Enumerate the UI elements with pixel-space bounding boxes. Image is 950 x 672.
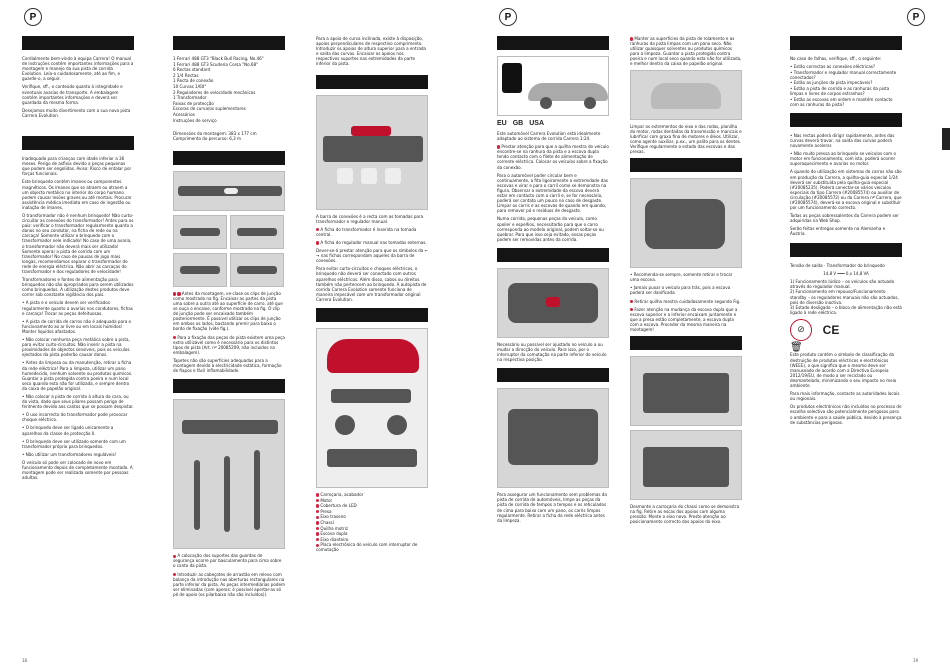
- safety-text: O transformador não é nenhum brinquedo! Não curto-circuitar as conexões do transformador! Antes para os pais: verificar o transformador regularmente quanto a danos no seu condutor, na ficha de rede ou na carcaça! Somente utilizar o brinquedo com o transformador nele indicado! No caso de uma avaria, o transformador não deverá mais ser utilizado! Somente operar a pista de corrida com um transformador! No caso de pausas de jogo mais longas, recomendamos separar o transformador de rede de energia eléctrica. Não abrir as carcaças do transformador e dos reguladores de velocidade!: [22, 212, 134, 274]
- assembly-text: [173, 291, 285, 332]
- supports-text: A colocação dos suportes das guardas de segurança ocorre por basculamento para cima sobre o canto da pista.: [173, 553, 282, 569]
- weee-bin-icon: 🗑: [790, 342, 803, 354]
- vehicle-header-bar: [316, 308, 428, 322]
- safety-text: Inadequado para crianças com idade inferior a 36 meses. Perigo de asfixia devido a peças pequenas que podem ser engolidas. Aviso: Risco de entalar por forças funcionais.: [22, 156, 132, 177]
- axle-figure: [630, 356, 742, 426]
- assembly-text-2: [173, 335, 285, 355]
- dimensions-text: Dimensões da montagem: 383 x 177 cm Comprimento do percurso: 6,3 m: [173, 130, 257, 141]
- tips-text: A quando do utilização em sistemas de carros não são em produção da Carrera, a quilha-guia especial 1/24 deverá ser substituída pela quilha-guia especial (#20085235). Poderá conectar-se vários veículos especiais da tipo Carrera (#20085574) ou auxiliar de circulação (#20085572) ou do Carrera nª Carrera, que (#20085574), deverá-se a escova original e substituir por um funcionamento correcto.: [790, 169, 902, 211]
- supports-text-2: Introduzir as cabeçotes de arrastão em relevo com balanço da introdução nas aberturas rectangulares na parte inferior da pista. As peças intermediárias podem ser eliminadas (com aperos: é possível apertar-as só pé de apoio (os pilarbaixa não são incluídos)).: [173, 571, 285, 597]
- list-item: • Estão a pista de corrida e as ranhuras da pista limpas e livres de corpos estranhos?: [790, 85, 890, 97]
- safety-text: • A pista e o veículo devem ser verificados regularmente quanto a avarias nos condutores, fichas e carcaça! Trocar as peças defeituosas.: [22, 300, 133, 316]
- tips-header-bar: [790, 113, 902, 127]
- list-item: • Transformador e regulador manual correctamente conectados?: [790, 69, 897, 80]
- list-item: • Estão correctas as conexões eléctricas?: [790, 64, 876, 70]
- region-label: GB: [512, 120, 524, 127]
- track-assembly-figure: [173, 171, 285, 211]
- page-number-left: 18: [22, 658, 28, 663]
- column-4: [497, 36, 609, 526]
- switch-figure: [497, 268, 609, 338]
- brush-text: • Jamais puxar o veículo para trás, pois a escova poderá ser danificada.: [630, 285, 731, 296]
- legend-item: Quilha motriz: [316, 526, 428, 531]
- list-item: 2 1/4 Rectas: [173, 72, 199, 78]
- troubleshooting-text: No caso de falhas, verifique, sff., o seguinte:: [790, 56, 882, 61]
- assembly-paragraph: Para a fixação das peças de pista existem uma peça extra utilizável como é necessário para os distintos tipos de pista (Art. nº 20085209, não incluídos na embalagem).: [173, 334, 285, 355]
- car-text: Prestar atenção para que a quilha mestra do veículo encontre-se na ranhura da pista e a escova dupla tendo contacto com o filete de alimentação de corrente eléctrica. Colocar os veículos sobre a fixação da conexão.: [497, 144, 609, 170]
- list-item: Acessórios: [173, 111, 195, 117]
- list-item: 1) Funcionamento lúdico – os veículos são actuado através do regulador manual.: [790, 278, 895, 289]
- list-item: 2 Reguladores de velocidade mecânicos: [173, 89, 256, 95]
- car-text: Para o automóvel poder circular bem e continuamente, a fita ligeiramente a extremidade das escovas e virar e para o carril como se demonstra na figura. Observar a extremidade da escova deverá estar em contacto com o carril e, se for necessário, poderá ser contato um pouco no caso de desgaste. Limpar os carris e as escovas de quando em quando, para remover pó e resíduos de desgaste.: [497, 172, 608, 214]
- legend-item: Chassi: [316, 520, 428, 525]
- tips-text: • Nas rectas poderá dirigir rapidamente, antes das curvas deverá travar, na saída das curvas poderá novamente acelerar.: [790, 132, 895, 149]
- switch-header-bar: [497, 248, 609, 262]
- connection-text: A barra de conexões é a recta com as tomadas para transformador e regulador manual.: [316, 213, 424, 224]
- list-item: 1 Ferrari 488 GT3 Scuderia Corsa "No.68": [173, 61, 258, 67]
- column-6: [790, 36, 902, 428]
- intro-text-3: Desejamos muito divertimento com a sua nova pista Carrera Evolution.: [22, 107, 131, 118]
- safety-text: • Não colocar nenhuma peça metálica sobre a pista, para evitar curto-circuitos. Não inserir a pista na proximidades de objectos sensíveis, pois os veículos ejectados da pista poderão causar danos.: [22, 337, 130, 358]
- list-item: 3) Estado desligado – o bloco de alimentação não está ligado à rede eléctrica.: [790, 305, 902, 316]
- page-number-right: 19: [913, 658, 919, 663]
- safety-text: • Antes da limpeza ou da manutenção, retirar a ficha da rede eléctrica! Para a limpeza, utilizar um pano humedecido, nenhum solvente ou produtos químicos. Guardar a pista protegida contra poeira e num local seco quando esta não for utilizada, e sempre dentro da caixa de papelão original.: [22, 360, 133, 391]
- assembly-text-3: Tapetes não são superfícies adequadas para a montagem devido à electricidade estática, formação de fiapos e fácil inflamabilidade.: [173, 357, 282, 374]
- clip-figure-c: [173, 253, 227, 287]
- safety-text: • O brinquedo deve ser ligado unicamente a aparelhos da classe de protecção II.: [22, 425, 114, 436]
- legend-item: Eixo dianteiro: [316, 537, 428, 542]
- exploded-car-figure: [316, 328, 428, 488]
- troubleshooting-header-bar: [790, 36, 902, 50]
- brush-text: Retirar quilha mestra cuidadosamente segundo Fig.: [630, 299, 742, 304]
- list-item: Faixas de protecção: [173, 100, 214, 106]
- region-label: EU: [497, 120, 507, 127]
- axle-header-bar: [630, 336, 742, 350]
- list-item: 1 Recta de conexão: [173, 78, 214, 84]
- contents-header-bar: [173, 36, 285, 50]
- check-list: [790, 64, 902, 107]
- column-3: [316, 36, 428, 553]
- clip-figure-a: [173, 215, 227, 249]
- car-header-bar: [497, 36, 609, 50]
- switch-text: Necessário ou possível ser ajustado no veículo a ou mudar a direcção do veículo. Para isso, por o interruptor da comutação na parte inferior do veículo na respectiva posição.: [497, 341, 607, 363]
- right-page: [475, 0, 950, 672]
- clip-figure-b: [230, 215, 284, 249]
- safety-text: O veículo só pode ser colocado de novo em funcionamento depois de completamente montado. A montagem pode ser realizada somente por pessoas adultas.: [22, 459, 133, 481]
- connection-header-bar: [316, 75, 428, 89]
- clip-figures-2: [173, 253, 285, 291]
- weee-text: Este produto contém o símbolo de classificação da destruição de produtos eléctricos e electrónicos (WEEE), o que significa que o mesmo deve ser manuseado de acordo com a Directiva Europeia 2012/19/EU, de modo a ser reciclado ou desmantelado, minimizando o seu impacto no meio ambiente.: [790, 352, 897, 389]
- section-tab: [942, 128, 950, 150]
- section-header-bar: [22, 36, 134, 50]
- track-supports-figure: [173, 399, 285, 549]
- list-item: 2) Funcionamento em repouso/Funcionamento standby – os reguladores manuais não são actuados, pois de diversão inactiva.: [790, 289, 899, 305]
- clip-figures: [173, 215, 285, 253]
- tips-text: Todas as peças sobressalentes da Carrera podem ser adquiridas na Web Shop.: [790, 213, 899, 224]
- power-header-bar: [790, 243, 902, 257]
- connection-track-figure: [316, 95, 428, 210]
- brush-text: Fazer atenção na mudança da escova dupla que a escova superior e a inferior encaixam juntamente e que a presa estão completamente, a escova dupla com a escova. Proceder da mesma maneira na montagem!: [630, 306, 738, 332]
- column-1: [22, 36, 134, 483]
- mode-list: [790, 279, 902, 316]
- voltage-value: 14,8 V ═══ 0,x 14,8 VA: [823, 270, 869, 276]
- parts-legend: [316, 492, 428, 553]
- weee-text: Os produtos electrónicos não incluídos no processo de escolha selectiva são potencialmente perigosos para o ambiente e para a saúde pública, devido à presença de substâncias perigosas.: [790, 404, 902, 425]
- region-label: USA: [529, 120, 545, 127]
- safety-text: Transformadores e fontes de alimentação para brinquedos não são apropriados para serem utilizados como brinquedos. A utilização destes produtos deve correr sob constante vigilância dos pais.: [22, 277, 134, 298]
- axle-text: Desmonte a carroçaria do chassi como se demonstra na fig. Retire as escas dos apoios com alguma pressão. Monte o eixo novo. Preste atenção ao posicionamento correcto dos apoios do eixo.: [630, 504, 740, 525]
- legend-item: Cobertura de LED: [316, 503, 428, 508]
- car-photo-figure: [630, 70, 742, 120]
- language-marker-right: P: [907, 8, 925, 26]
- region-plugs: [497, 120, 609, 127]
- list-item: Instruções de serviço: [173, 117, 217, 123]
- car-side-figure: [497, 56, 609, 116]
- clip-figure-d: [230, 253, 284, 287]
- brush-header-bar: [630, 158, 742, 172]
- connection-text: A ficha do regulador manual nas tomadas externas.: [316, 240, 428, 245]
- safety-header-bar: [22, 136, 134, 150]
- ce-mark: CE: [822, 323, 840, 338]
- axle-figure-2: [630, 430, 742, 500]
- tips-text: Serão feitas entregas somente na Alemanha e Áustria.: [790, 226, 886, 237]
- column-2: [173, 36, 285, 600]
- brush-figure: [630, 178, 742, 268]
- cleaning-figure: [497, 388, 609, 488]
- brush-text: • Recomenda-se sempre, somente retirar e trocar uma escova.: [630, 272, 733, 283]
- cleaning-text: Manter as superfícies da pista de rolamento e as ranhuras da pista limpas com um pano seco. Não utilizar quaisquer solventes ou produtos químicos para a limpeza. Guardar a pista protegida contra poeira e num local seco quando esta não for utilizada, e melhor dentro da caixa de papelão original.: [630, 36, 742, 67]
- legend-item: Presa: [316, 509, 428, 514]
- column-5: [630, 36, 742, 527]
- no-children-icon: ⊘: [790, 319, 812, 341]
- intro-text: Cordialmente bem-vindo à equipa Carrera! O manual de instruções contém importantes informações para a montagem e manejo da sua pista de corrida Evolution. Leia-o cuidadosamente, até ao fim, e guarde-o, a seguir.: [22, 56, 134, 82]
- legend-item: Placa electrónica do veículo com interruptor de comutação: [316, 542, 418, 553]
- connection-text: Para evitar curto-circuitos e choques eléctricos, o brinquedo não deverá ser conectado com outros aparelhos eléctricos. Além disso, cabos ou direitos também não pertencem ao brinquedo. A autopista de corrida Carrera Evolution somente funciona de maneira impecável com um transformador original Carrera Evolution.: [316, 266, 427, 302]
- list-item: 10 Curvas 1/60°: [173, 83, 207, 89]
- list-item: Escoras de curva/os suplementares: [173, 106, 246, 112]
- assembly-paragraph: Antes da montagem, ve-clase os clips de junção como mostrado na fig. Encaixar as partes da pista uma sobre a outra até ao superfície de carro, até que se ouça o encaixe, conforme mostrado na fig. O clip de junção pode ser encaixado também posteriormente. É possível utilizar os clips de junção em ambos os lados, bastando premir para baixo o bordo de fixação (vide fig.).: [173, 290, 283, 332]
- cleaning-text-2: Limpar os estrementos do eixo e das rodas, planilha do motor, rodas dentadas da transmissão e mancais e lubrificar com graxa fina de motores e óleos. Utilizar, como agente auxiliar, p.ex., um palito para os dentes. Verifique regularmente o estado das escovas e das presas.: [630, 123, 742, 155]
- list-item: 1 Ferrari 488 GT3 "Black Bull Racing, No.46": [173, 56, 264, 61]
- safety-text: • Não utilizar um transformadores reguláveis!: [22, 451, 117, 457]
- maintenance-header-bar: [497, 368, 609, 382]
- car-text: Este automóvel Carrera Evolution está idealmente adaptado ao sistema de corrida Carrera 1:24.: [497, 131, 601, 142]
- safety-text: • O uso incorrecto do transformador pode provocar choque eléctrico.: [22, 412, 128, 423]
- connection-text: A ficha do transformador é inserida na tomada central.: [316, 226, 417, 237]
- list-item: 1 Transformador: [173, 95, 207, 101]
- contents-list: [173, 56, 285, 123]
- language-marker-center: P: [499, 8, 517, 26]
- car-text: Numa corrida, pequenas peças do veículo, como spoiler e espelhos, necessitarão para que o carro corresponda ao modelo original, podem soltar-se ou quebrar. Para que isso seja evitado, essas peças podem ser removidas antes da corrida.: [497, 216, 604, 242]
- list-item: • Estão as junções da pista impecáveis?: [790, 80, 873, 86]
- connection-text: Dever-se-á prestar atenção para que os símbolos da ← → nas fichas correspondam aqueles da barra de conexões.: [316, 248, 429, 264]
- legend-item: Carroçaria, acabador: [316, 492, 428, 497]
- legend-item: Motor: [316, 498, 428, 503]
- assembly-header-bar: [173, 151, 285, 165]
- legend-item: Escova dupla: [316, 531, 428, 536]
- maintenance-text: Para assegurar um funcionamento sem problemas da pista de corrida de automóveis, limpe as peças da pista de corrida de tempos a tempos e os reticulados de cima para baixo com um pano, os carris limpos regularmente. Retirar a ficha da rede eléctrica antes da limpeza.: [497, 492, 607, 523]
- safety-text: • O brinquedo deve ser utilizado somente com um transformador próprio para brinquedos.: [22, 438, 126, 449]
- compliance-icons: [790, 319, 902, 341]
- safety-text: Este brinquedo contém ímanes ou componentes magnéticos. Os ímanes que se atraem ou atraem a um objecto metálico no interior do corpo humano podem causar lesões graves ou até mortais. Procurar assistência médica imediata em caso de ingestão ou inalação de ímanes.: [22, 179, 132, 210]
- list-item: • Estão as escovas em ordem e mantém contacto com as ranhuras da pista?: [790, 96, 893, 107]
- safety-text: • A pista de corrida de carros não é adequada para o funcionamento ao ar livre ou em locais húmidos! Manter líquidos afastados.: [22, 318, 132, 334]
- weee-text: Para mais informação, contacte as autoridades locais ou regionais.: [790, 391, 900, 402]
- language-marker-left: P: [24, 8, 42, 26]
- intro-text-2: Verifique, sff., o conteúdo quanto à integridade e eventuais avarias de transporte. A embalagem contém importantes informações e deverá ser guardada da mesma forma.: [22, 84, 123, 105]
- curve-text: Para a apoio de curva inclinada, existe à disposição, apoios perpendiculares de respectivo comprimento. Introduzir os apoios de altura superior para a entrada e saída das curvas. Encaixar os apoios nos respectivos suportes nas extremidades da parte inferior da pista.: [316, 36, 426, 67]
- supports-header-bar: [173, 379, 285, 393]
- safety-text: • Não colocar a pista de corrida à altura da cara, ou da vista, dado que seus pilares possam perigo de ferimento devido aos cantos que se possam despistar.: [22, 393, 134, 410]
- tips-text: • Não muito pressa ao brinquedo se veículos com o motor em funcionamento, com isto, poderá ocorrer superaquecimento e avarias no motor.: [790, 151, 896, 167]
- legend-item: Eixo traseiro: [316, 514, 428, 519]
- list-item: 6 Rectas standard: [173, 67, 211, 73]
- voltage-title: Tensão de saída · Transformador do brinquedo: [790, 262, 885, 268]
